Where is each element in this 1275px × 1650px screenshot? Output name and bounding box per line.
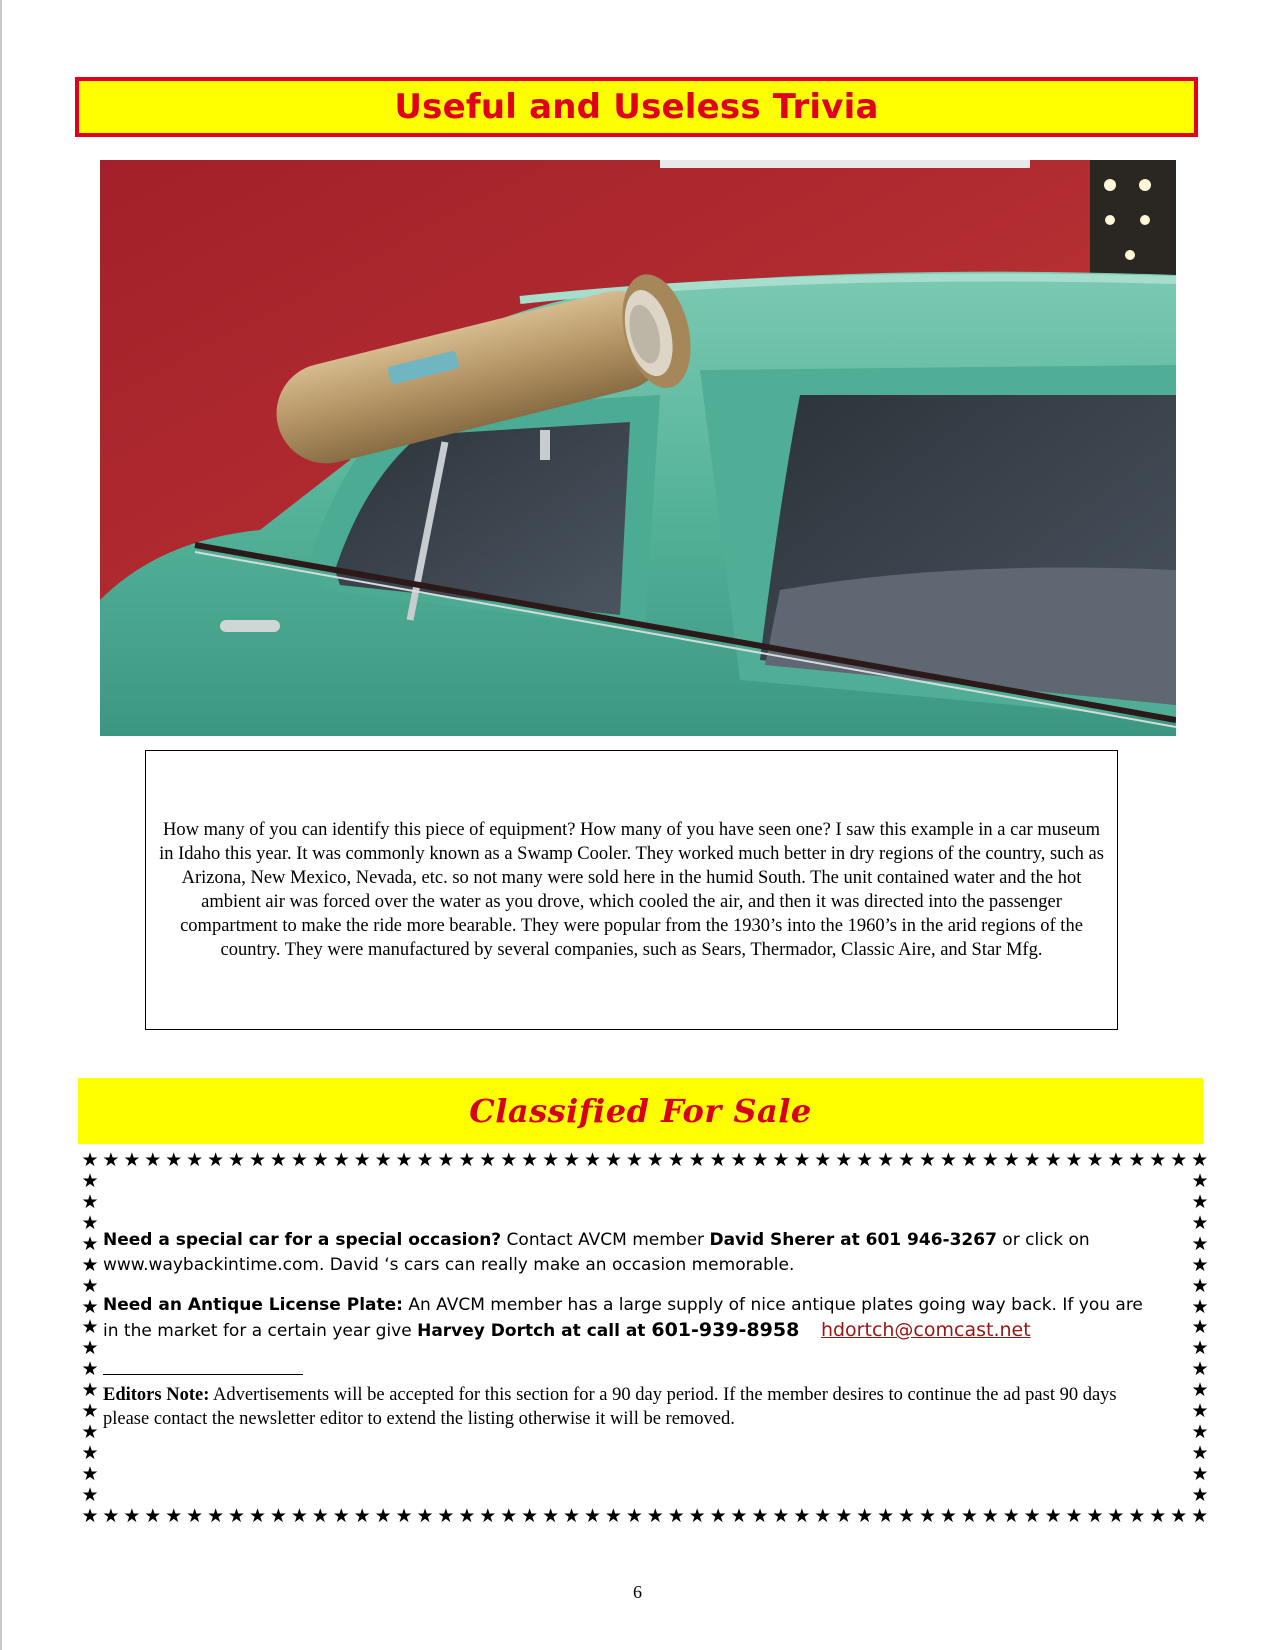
trivia-title: Useful and Useless Trivia — [394, 87, 879, 127]
star-icon: ★ — [1191, 1462, 1209, 1485]
star-icon: ★ — [81, 1483, 99, 1506]
star-icon: ★ — [290, 1149, 308, 1171]
star-icon: ★ — [521, 1505, 539, 1527]
star-icon: ★ — [1065, 1505, 1083, 1527]
star-icon: ★ — [751, 1505, 769, 1527]
star-icon: ★ — [542, 1505, 560, 1527]
star-icon: ★ — [563, 1149, 581, 1171]
editors-note-label: Editors Note: — [103, 1385, 210, 1405]
star-icon: ★ — [835, 1505, 853, 1527]
star-icon: ★ — [248, 1149, 267, 1171]
star-icon: ★ — [81, 1379, 99, 1402]
star-icon: ★ — [1170, 1505, 1188, 1527]
star-icon: ★ — [772, 1149, 790, 1171]
star-icon: ★ — [458, 1149, 476, 1171]
star-icon: ★ — [123, 1149, 141, 1171]
ad-special-car-text: Contact AVCM member — [501, 1230, 710, 1250]
ad-special-car-lead: Need a special car for a special occasion? — [103, 1230, 502, 1250]
star-icon: ★ — [123, 1505, 141, 1527]
star-icon: ★ — [793, 1505, 811, 1527]
star-icon: ★ — [395, 1149, 413, 1171]
star-icon: ★ — [207, 1505, 225, 1527]
star-icon: ★ — [165, 1149, 183, 1171]
star-icon: ★ — [835, 1149, 853, 1171]
ad-special-car-contact: David Sherer at 601 946-3267 — [709, 1230, 997, 1250]
star-icon: ★ — [81, 1211, 99, 1234]
star-icon: ★ — [793, 1149, 811, 1171]
star-icon: ★ — [730, 1505, 748, 1527]
star-icon: ★ — [353, 1505, 371, 1527]
star-icon: ★ — [898, 1505, 916, 1527]
star-icon: ★ — [479, 1505, 497, 1527]
classified-title: Classified For Sale — [469, 1092, 812, 1130]
star-icon: ★ — [918, 1505, 937, 1527]
star-icon: ★ — [981, 1505, 999, 1527]
star-icon: ★ — [1128, 1505, 1146, 1527]
star-icon: ★ — [1002, 1505, 1020, 1527]
star-icon: ★ — [688, 1505, 706, 1527]
star-icon: ★ — [646, 1149, 664, 1171]
star-icon: ★ — [81, 1441, 99, 1464]
star-icon: ★ — [269, 1505, 287, 1527]
star-icon: ★ — [228, 1149, 246, 1171]
star-icon: ★ — [1191, 1358, 1209, 1381]
star-icon: ★ — [144, 1505, 162, 1527]
ad-license-plate-contact: Harvey Dortch at call at — [417, 1321, 652, 1341]
star-icon: ★ — [939, 1505, 957, 1527]
star-icon: ★ — [542, 1149, 560, 1171]
star-icon: ★ — [709, 1505, 727, 1527]
star-icon: ★ — [1191, 1316, 1209, 1339]
star-icon: ★ — [814, 1149, 832, 1171]
star-icon: ★ — [81, 1337, 99, 1360]
star-icon: ★ — [856, 1505, 874, 1527]
star-icon: ★ — [1149, 1149, 1167, 1171]
star-icon: ★ — [81, 1253, 99, 1276]
star-icon: ★ — [1191, 1274, 1209, 1297]
star-icon: ★ — [521, 1149, 539, 1171]
star-icon: ★ — [437, 1149, 455, 1171]
star-icon: ★ — [144, 1149, 162, 1171]
trivia-caption-box — [145, 750, 1118, 1030]
editors-note — [103, 1383, 1163, 1431]
star-icon: ★ — [269, 1149, 287, 1171]
star-icon: ★ — [1044, 1505, 1062, 1527]
star-icon: ★ — [81, 1274, 99, 1297]
ad-special-car-text-2: or click on www.waybackintime.com. David ‘s cars can really make an occasion memorable. — [103, 1230, 1090, 1275]
star-icon: ★ — [1107, 1149, 1125, 1171]
ad-license-plate — [103, 1293, 1163, 1344]
star-icon: ★ — [877, 1505, 895, 1527]
star-icon: ★ — [165, 1505, 183, 1527]
star-icon: ★ — [416, 1149, 434, 1171]
classified-header — [78, 1078, 1203, 1144]
star-icon: ★ — [332, 1505, 350, 1527]
trivia-header — [75, 77, 1198, 137]
star-icon: ★ — [437, 1505, 455, 1527]
star-icon: ★ — [1191, 1441, 1209, 1464]
star-icon: ★ — [1149, 1505, 1167, 1527]
star-icon: ★ — [1191, 1211, 1209, 1234]
star-icon: ★ — [709, 1149, 727, 1171]
star-icon: ★ — [332, 1149, 350, 1171]
star-icon: ★ — [960, 1505, 978, 1527]
email-link[interactable]: hdortch@comcast.net — [820, 1319, 1031, 1341]
star-icon: ★ — [1086, 1149, 1104, 1171]
star-icon: ★ — [772, 1505, 790, 1527]
star-icon: ★ — [856, 1149, 874, 1171]
star-icon: ★ — [1002, 1149, 1020, 1171]
star-icon: ★ — [81, 1149, 99, 1171]
star-icon: ★ — [1191, 1232, 1209, 1255]
star-icon: ★ — [81, 1421, 99, 1444]
star-icon: ★ — [939, 1149, 957, 1171]
star-icon: ★ — [583, 1149, 602, 1171]
star-icon: ★ — [1191, 1505, 1209, 1527]
star-icon: ★ — [1191, 1400, 1209, 1423]
star-icon: ★ — [81, 1232, 99, 1255]
star-icon: ★ — [1191, 1421, 1209, 1444]
star-icon: ★ — [102, 1149, 120, 1171]
star-icon: ★ — [981, 1149, 999, 1171]
star-icon: ★ — [625, 1149, 643, 1171]
star-icon: ★ — [500, 1505, 518, 1527]
star-icon: ★ — [479, 1149, 497, 1171]
star-icon: ★ — [1107, 1505, 1125, 1527]
trivia-caption: How many of you can identify this piece of equipment? How many of you have seen one? I saw this example in a car museum in Idaho this year. It was commonly known as a Swamp Cooler. They worked much better in dry regions of the country, such as Arizona, New Mexico, Nevada, etc. so not many were sold here in the humid South. The unit contained water and the hot ambient air was forced over the water as you drove, which cooled the air, and then it was directed into the passenger compartment to make the ride more bearable. They were popular from the 1930’s into the 1960’s in the arid regions of the country. They were manufactured by several companies, such as Sears, Thermador, Classic Aire, and Star Mfg. — [159, 820, 1104, 960]
star-icon: ★ — [81, 1170, 99, 1192]
star-icon: ★ — [374, 1505, 392, 1527]
star-icon: ★ — [751, 1149, 769, 1171]
star-icon: ★ — [311, 1505, 329, 1527]
star-icon: ★ — [667, 1149, 685, 1171]
star-icon: ★ — [81, 1316, 99, 1339]
star-icon: ★ — [416, 1505, 434, 1527]
ad-license-plate-lead: Need an Antique License Plate: — [103, 1295, 403, 1315]
star-icon: ★ — [81, 1462, 99, 1485]
star-icon: ★ — [898, 1149, 916, 1171]
ad-special-car — [103, 1228, 1163, 1278]
star-icon: ★ — [1191, 1170, 1209, 1192]
star-border-top — [80, 1150, 1210, 1170]
star-icon: ★ — [646, 1505, 664, 1527]
star-icon: ★ — [1191, 1483, 1209, 1506]
star-icon: ★ — [207, 1149, 225, 1171]
star-icon: ★ — [500, 1149, 518, 1171]
star-icon: ★ — [814, 1505, 832, 1527]
star-icon: ★ — [1191, 1190, 1209, 1213]
star-icon: ★ — [81, 1295, 99, 1318]
star-icon: ★ — [960, 1149, 978, 1171]
star-icon: ★ — [228, 1505, 246, 1527]
star-icon: ★ — [1191, 1295, 1209, 1318]
star-icon: ★ — [395, 1505, 413, 1527]
star-icon: ★ — [688, 1149, 706, 1171]
star-icon: ★ — [1191, 1337, 1209, 1360]
star-icon: ★ — [102, 1505, 120, 1527]
star-icon: ★ — [81, 1190, 99, 1213]
star-border-right — [1190, 1171, 1210, 1505]
star-icon: ★ — [1191, 1253, 1209, 1276]
star-icon: ★ — [604, 1505, 622, 1527]
star-icon: ★ — [81, 1400, 99, 1423]
star-icon: ★ — [1191, 1149, 1209, 1171]
star-icon: ★ — [458, 1505, 476, 1527]
divider — [103, 1374, 303, 1375]
star-icon: ★ — [877, 1149, 895, 1171]
star-icon: ★ — [1191, 1379, 1209, 1402]
ad-license-plate-phone: 601-939-8958 — [651, 1319, 800, 1341]
star-icon: ★ — [248, 1505, 267, 1527]
star-icon: ★ — [1128, 1149, 1146, 1171]
star-icon: ★ — [81, 1358, 99, 1381]
page-left-rule — [0, 0, 2, 1650]
classified-body — [103, 1228, 1163, 1431]
star-icon: ★ — [604, 1149, 622, 1171]
star-icon: ★ — [374, 1149, 392, 1171]
star-icon: ★ — [667, 1505, 685, 1527]
star-icon: ★ — [1023, 1149, 1041, 1171]
page-number: 6 — [633, 1582, 642, 1602]
star-icon: ★ — [1170, 1149, 1188, 1171]
star-icon: ★ — [563, 1505, 581, 1527]
star-icon: ★ — [1065, 1149, 1083, 1171]
editors-note-text: Advertisements will be accepted for this section for a 90 day period. If the member desires to continue the ad past 90 days please contact the newsletter editor to extend the listing otherwise it will be removed. — [103, 1385, 1117, 1429]
star-border-bottom — [80, 1506, 1210, 1526]
star-icon: ★ — [625, 1505, 643, 1527]
star-icon: ★ — [353, 1149, 371, 1171]
star-border-left — [80, 1171, 100, 1505]
star-icon: ★ — [311, 1149, 329, 1171]
star-icon: ★ — [186, 1505, 204, 1527]
star-icon: ★ — [918, 1149, 937, 1171]
star-icon: ★ — [1044, 1149, 1062, 1171]
star-icon: ★ — [81, 1505, 99, 1527]
star-icon: ★ — [730, 1149, 748, 1171]
ad-license-plate-text: An AVCM member has a large supply of nice antique plates going way back. If you are in the market for a certain year give — [103, 1295, 1143, 1341]
star-icon: ★ — [1023, 1505, 1041, 1527]
star-icon: ★ — [290, 1505, 308, 1527]
star-icon: ★ — [1086, 1505, 1104, 1527]
star-icon: ★ — [186, 1149, 204, 1171]
swamp-cooler-photo — [100, 160, 1176, 736]
star-icon: ★ — [583, 1505, 602, 1527]
